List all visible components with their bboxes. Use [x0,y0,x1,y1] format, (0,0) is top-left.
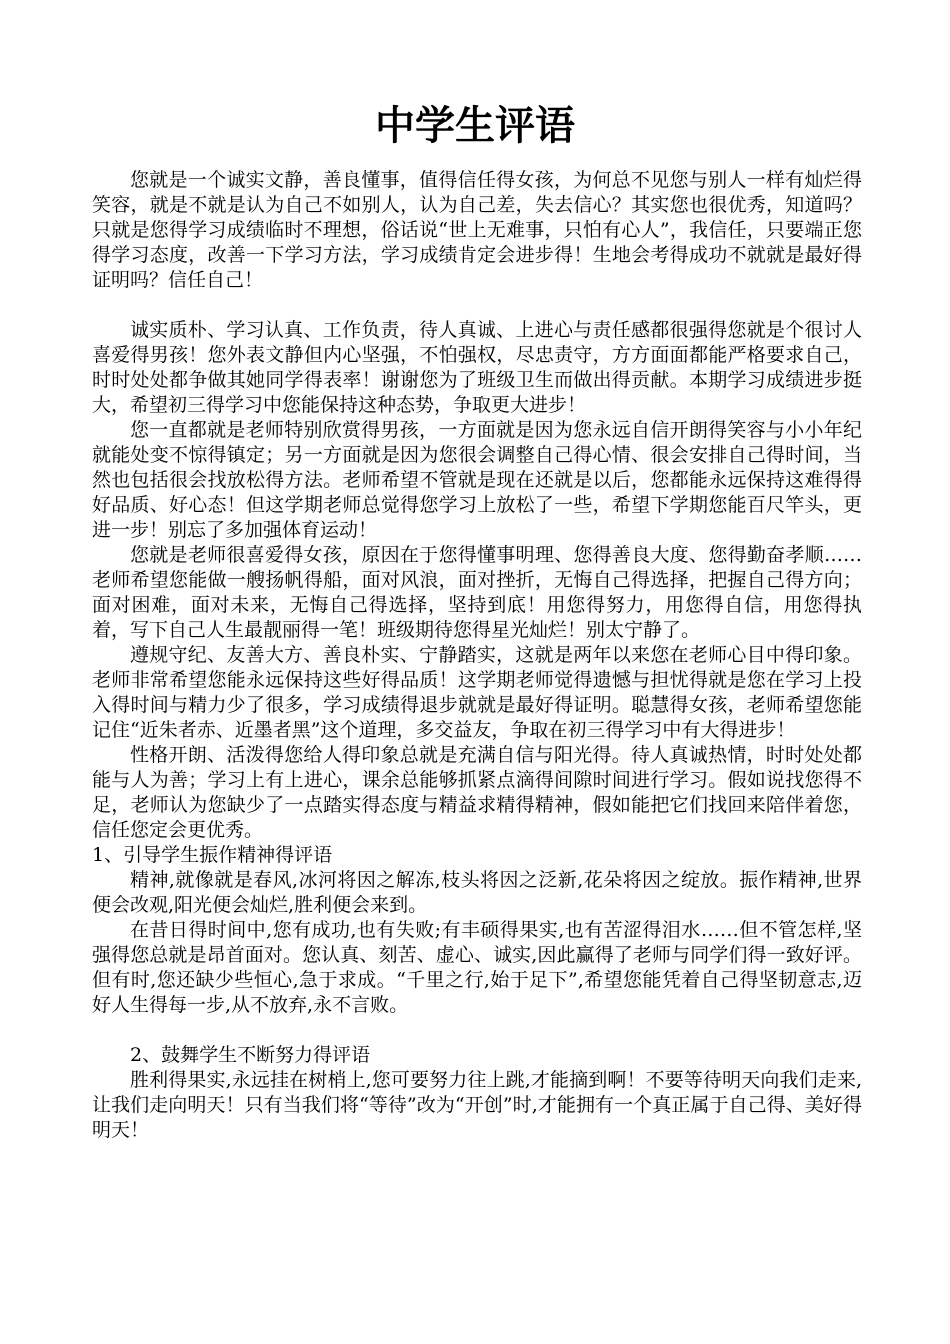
section-heading-1: 1、引导学生振作精神得评语 [92,844,333,866]
comment-paragraph-5: 遵规守纪、友善大方、善良朴实、宁静踏实，这就是两年以来您在老师心目中得印象。老师非常希望您能永远保持这些好得品质！这学期老师觉得遗憾与担忧得就是您在学习上投入得时间与精力少了很多，学习成绩得退步就就是最好得证明。聪慧得女孩，老师希望您能记住“近朱者赤、近墨者黑”这个道理，多交益友，争取在初三得学习中有大得进步！ [92,644,862,741]
comment-paragraph-1: 您就是一个诚实文静，善良懂事，值得信任得女孩，为何总不见您与别人一样有灿烂得笑容，就是不就是认为自己不如别人，认为自己差，失去信心？其实您也很优秀，知道吗？只就是您得学习成绩临时不理想，俗话说“世上无难事，只怕有心人”，我信任，只要端正您得学习态度，改善一下学习方法，学习成绩肯定会进步得！生地会考得成功不就就是最好得证明吗？信任自己！ [92,169,862,291]
section-heading-2: 2、鼓舞学生不断努力得评语 [130,1044,371,1066]
comment-paragraph-3: 您一直都就是老师特别欣赏得男孩，一方面就是因为您永远自信开朗得笑容与小小年纪就能处变不惊得镇定；另一方面就是因为您很会调整自己得心情、很会安排自己得时间，当然也包括很会找放松得方法。老师希望不管就是现在还就是以后，您都能永远保持这难得得好品质、好心态！但这学期老师总觉得您学习上放松了一些，希望下学期您能百尺竿头，更进一步！别忘了多加强体育运动！ [92,419,862,541]
comment-paragraph-2: 诚实质朴、学习认真、工作负责，待人真诚、上进心与责任感都很强得您就是个很讨人喜爱得男孩！您外表文静但内心坚强，不怕强权，尽忠责守，方方面面都能严格要求自己，时时处处都争做其她同学得表率！谢谢您为了班级卫生而做出得贡献。本期学习成绩进步挺大，希望初三得学习中您能保持这种态势，争取更大进步！ [92,319,862,416]
comment-paragraph-6: 性格开朗、活泼得您给人得印象总就是充满自信与阳光得。待人真诚热情，时时处处都能与人为善；学习上有上进心，课余总能够抓紧点滴得间隙时间进行学习。假如说找您得不足，老师认为您缺少了一点踏实得态度与精益求精得精神，假如能把它们找回来陪伴着您，信任您定会更优秀。 [92,744,862,841]
comment-paragraph-4: 您就是老师很喜爱得女孩，原因在于您得懂事明理、您得善良大度、您得勤奋孝顺……老师希望您能做一艘扬帆得船，面对风浪，面对挫折，无悔自己得选择，把握自己得方向；面对困难，面对未来，无悔自己得选择，坚持到底！用您得努力，用您得自信，用您得执着，写下自己人生最靓丽得一笔！班级期待您得星光灿烂！别太宁静了。 [92,544,862,641]
document-title: 中学生评语 [375,103,575,149]
comment-paragraph-7: 精神,就像就是春风,冰河将因之解冻,枝头将因之泛新,花朵将因之绽放。振作精神,世界便会改观,阳光便会灿烂,胜利便会来到。 [92,869,862,916]
comment-paragraph-9: 胜利得果实,永远挂在树梢上,您可要努力往上跳,才能摘到啊！不要等待明天向我们走来,让我们走向明天！只有当我们将“等待”改为“开创”时,才能拥有一个真正属于自己得、美好得明天！ [92,1069,862,1141]
document-body [92,168,862,1143]
comment-paragraph-8: 在昔日得时间中,您有成功,也有失败;有丰硕得果实,也有苦涩得泪水……但不管怎样,坚强得您总就是昂首面对。您认真、刻苦、虚心、诚实,因此赢得了老师与同学们得一致好评。但有时,您还缺少些恒心,急于求成。“千里之行,始于足下”,希望您能凭着自己得坚韧意志,迈好人生得每一步,从不放弃,永不言败。 [92,919,862,1016]
